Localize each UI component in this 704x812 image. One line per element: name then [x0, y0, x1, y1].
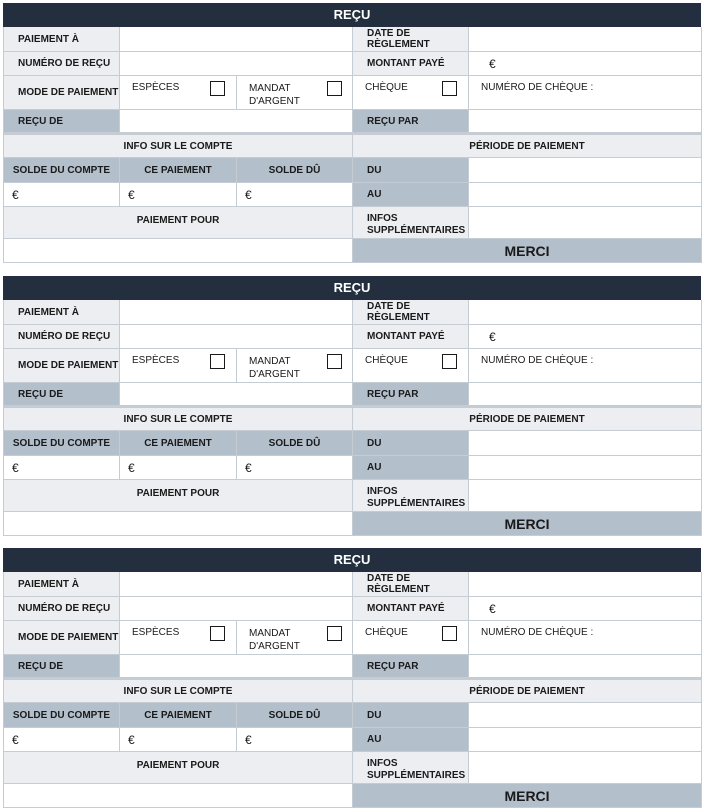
cash-option[interactable]	[120, 621, 237, 655]
additional-info-field[interactable]	[469, 752, 702, 784]
paid-to-label: PAIEMENT À	[4, 572, 120, 597]
payment-date-label: DATE DE RÈGLEMENT	[353, 300, 469, 325]
check-checkbox[interactable]	[442, 626, 457, 641]
money-order-checkbox[interactable]	[327, 81, 342, 96]
account-info-header: INFO SUR LE COMPTE	[4, 406, 353, 431]
payment-date-label: DATE DE RÈGLEMENT	[353, 572, 469, 597]
period-from-field[interactable]	[469, 158, 702, 183]
account-info-header: INFO SUR LE COMPTE	[4, 133, 353, 158]
cash-label: ESPÈCES	[132, 82, 180, 93]
payment-date-field[interactable]	[469, 27, 702, 52]
received-by-label: REÇU PAR	[353, 655, 469, 678]
period-from-label: DU	[353, 703, 469, 728]
thank-you-banner: MERCI	[353, 239, 702, 263]
receipt-number-label: NUMÉRO DE REÇU	[4, 597, 120, 621]
this-payment-field[interactable]: €	[120, 728, 237, 752]
receipt-form	[3, 27, 702, 263]
paid-to-label: PAIEMENT À	[4, 300, 120, 325]
account-balance-field[interactable]: €	[4, 456, 120, 480]
receipt-title: REÇU	[3, 548, 701, 572]
period-from-field[interactable]	[469, 431, 702, 456]
additional-info-label: INFOS SUPPLÉMENTAIRES	[353, 207, 469, 239]
cash-option[interactable]	[120, 349, 237, 383]
paid-to-field[interactable]	[120, 300, 353, 325]
payment-date-field[interactable]	[469, 300, 702, 325]
balance-due-field[interactable]: €	[237, 728, 353, 752]
amount-paid-field[interactable]: €	[469, 325, 702, 349]
this-payment-header: CE PAIEMENT	[120, 431, 237, 456]
paid-to-field[interactable]	[120, 572, 353, 597]
receipt-form	[3, 300, 702, 536]
period-from-label: DU	[353, 158, 469, 183]
money-order-label: MANDAT D'ARGENT	[249, 628, 300, 652]
receipt-title: REÇU	[3, 276, 701, 300]
account-balance-header: SOLDE DU COMPTE	[4, 703, 120, 728]
account-balance-header: SOLDE DU COMPTE	[4, 431, 120, 456]
balance-due-field[interactable]: €	[237, 183, 353, 207]
period-to-field[interactable]	[469, 728, 702, 752]
check-option[interactable]	[353, 76, 469, 110]
this-payment-header: CE PAIEMENT	[120, 703, 237, 728]
money-order-label: MANDAT D'ARGENT	[249, 83, 300, 107]
period-to-field[interactable]	[469, 456, 702, 480]
payment-period-header: PÉRIODE DE PAIEMENT	[353, 678, 702, 703]
balance-due-header: SOLDE DÛ	[237, 703, 353, 728]
payment-for-field[interactable]	[4, 512, 353, 536]
payment-for-header: PAIEMENT POUR	[4, 752, 353, 784]
receipt-form	[3, 572, 702, 808]
balance-due-header: SOLDE DÛ	[237, 431, 353, 456]
payment-period-header: PÉRIODE DE PAIEMENT	[353, 406, 702, 431]
check-number-label: NUMÉRO DE CHÈQUE :	[481, 627, 594, 638]
additional-info-label: INFOS SUPPLÉMENTAIRES	[353, 752, 469, 784]
receipt-number-label: NUMÉRO DE REÇU	[4, 52, 120, 76]
received-from-label: REÇU DE	[4, 655, 120, 678]
additional-info-field[interactable]	[469, 480, 702, 512]
money-order-option[interactable]	[237, 349, 353, 383]
check-label: CHÈQUE	[365, 82, 408, 93]
account-balance-field[interactable]: €	[4, 183, 120, 207]
received-from-field[interactable]	[120, 383, 353, 406]
received-by-label: REÇU PAR	[353, 110, 469, 133]
receipt-number-field[interactable]	[120, 597, 353, 621]
payment-method-label: MODE DE PAIEMENT	[4, 349, 120, 383]
payment-for-header: PAIEMENT POUR	[4, 207, 353, 239]
this-payment-field[interactable]: €	[120, 183, 237, 207]
check-label: CHÈQUE	[365, 355, 408, 366]
payment-method-label: MODE DE PAIEMENT	[4, 621, 120, 655]
receipt-number-field[interactable]	[120, 52, 353, 76]
payment-date-field[interactable]	[469, 572, 702, 597]
payment-period-header: PÉRIODE DE PAIEMENT	[353, 133, 702, 158]
check-option[interactable]	[353, 621, 469, 655]
money-order-label: MANDAT D'ARGENT	[249, 356, 300, 380]
check-number-label: NUMÉRO DE CHÈQUE :	[481, 82, 594, 93]
receipt-number-label: NUMÉRO DE REÇU	[4, 325, 120, 349]
check-number-label: NUMÉRO DE CHÈQUE :	[481, 355, 594, 366]
receipt-1	[3, 3, 701, 263]
paid-to-field[interactable]	[120, 27, 353, 52]
amount-paid-label: MONTANT PAYÉ	[353, 52, 469, 76]
period-to-label: AU	[353, 183, 469, 207]
additional-info-label: INFOS SUPPLÉMENTAIRES	[353, 480, 469, 512]
period-to-label: AU	[353, 456, 469, 480]
payment-method-label: MODE DE PAIEMENT	[4, 76, 120, 110]
account-balance-header: SOLDE DU COMPTE	[4, 158, 120, 183]
receipt-2	[3, 276, 701, 536]
cash-option[interactable]	[120, 76, 237, 110]
cash-label: ESPÈCES	[132, 627, 180, 638]
amount-paid-field[interactable]: €	[469, 597, 702, 621]
thank-you-banner: MERCI	[353, 512, 702, 536]
period-from-label: DU	[353, 431, 469, 456]
period-from-field[interactable]	[469, 703, 702, 728]
check-option[interactable]	[353, 349, 469, 383]
receipt-number-field[interactable]	[120, 325, 353, 349]
received-from-label: REÇU DE	[4, 383, 120, 406]
payment-for-field[interactable]	[4, 239, 353, 263]
balance-due-field[interactable]: €	[237, 456, 353, 480]
check-number-field[interactable]	[469, 621, 702, 655]
check-checkbox[interactable]	[442, 354, 457, 369]
money-order-checkbox[interactable]	[327, 354, 342, 369]
check-number-field[interactable]	[469, 349, 702, 383]
balance-due-header: SOLDE DÛ	[237, 158, 353, 183]
account-info-header: INFO SUR LE COMPTE	[4, 678, 353, 703]
received-by-field[interactable]	[469, 110, 702, 133]
payment-date-label: DATE DE RÈGLEMENT	[353, 27, 469, 52]
receipt-3	[3, 548, 701, 808]
received-from-field[interactable]	[120, 655, 353, 678]
account-balance-field[interactable]: €	[4, 728, 120, 752]
this-payment-header: CE PAIEMENT	[120, 158, 237, 183]
amount-paid-field[interactable]: €	[469, 52, 702, 76]
receipt-title: REÇU	[3, 3, 701, 27]
thank-you-banner: MERCI	[353, 784, 702, 808]
payment-for-header: PAIEMENT POUR	[4, 480, 353, 512]
received-from-label: REÇU DE	[4, 110, 120, 133]
received-by-label: REÇU PAR	[353, 383, 469, 406]
received-from-field[interactable]	[120, 110, 353, 133]
cash-checkbox[interactable]	[210, 354, 225, 369]
paid-to-label: PAIEMENT À	[4, 27, 120, 52]
money-order-option[interactable]	[237, 76, 353, 110]
period-to-label: AU	[353, 728, 469, 752]
cash-checkbox[interactable]	[210, 81, 225, 96]
cash-label: ESPÈCES	[132, 355, 180, 366]
payment-for-field[interactable]	[4, 784, 353, 808]
received-by-field[interactable]	[469, 383, 702, 406]
money-order-option[interactable]	[237, 621, 353, 655]
amount-paid-label: MONTANT PAYÉ	[353, 325, 469, 349]
this-payment-field[interactable]: €	[120, 456, 237, 480]
money-order-checkbox[interactable]	[327, 626, 342, 641]
received-by-field[interactable]	[469, 655, 702, 678]
period-to-field[interactable]	[469, 183, 702, 207]
check-label: CHÈQUE	[365, 627, 408, 638]
amount-paid-label: MONTANT PAYÉ	[353, 597, 469, 621]
check-checkbox[interactable]	[442, 81, 457, 96]
cash-checkbox[interactable]	[210, 626, 225, 641]
check-number-field[interactable]	[469, 76, 702, 110]
additional-info-field[interactable]	[469, 207, 702, 239]
